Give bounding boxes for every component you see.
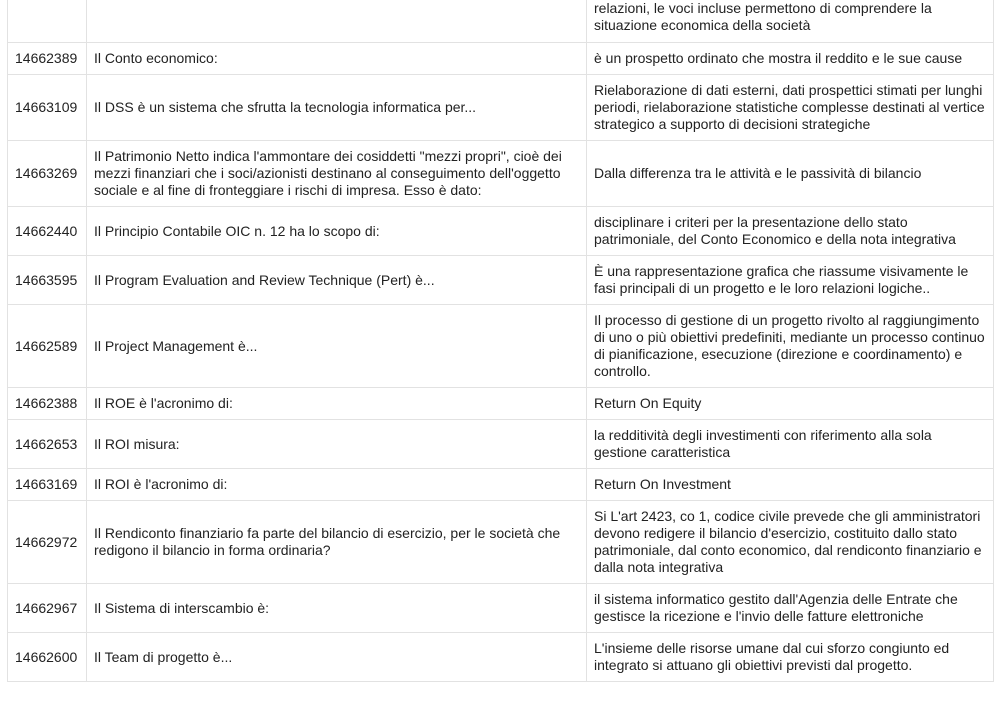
- table-row: [8, 420, 994, 469]
- table-row: [8, 75, 994, 141]
- row-question: Il Team di progetto è...: [87, 633, 587, 682]
- row-id: 14663169: [8, 469, 87, 501]
- row-question: Il Rendiconto finanziario fa parte del bilancio di esercizio, per le società che redigono il bilancio in forma ordinaria?: [87, 501, 587, 584]
- table-row: [8, 584, 994, 633]
- row-question: Il Project Management è...: [87, 305, 587, 388]
- row-id: [8, 0, 87, 43]
- row-id: 14663595: [8, 256, 87, 305]
- row-question: Il ROI è l'acronimo di:: [87, 469, 587, 501]
- table-row: [8, 501, 994, 584]
- row-id: 14663269: [8, 141, 87, 207]
- row-id: 14663109: [8, 75, 87, 141]
- row-id: 14662440: [8, 207, 87, 256]
- row-question: Il Patrimonio Netto indica l'ammontare dei cosiddetti "mezzi propri", cioè dei mezzi finanziari che i soci/azionisti destinano al conseguimento dell'oggetto sociale e al fine di fronteggiare i rischi di impresa. Esso è dato:: [87, 141, 587, 207]
- qa-table-body: [8, 0, 994, 682]
- table-row: [8, 633, 994, 682]
- row-answer: Il processo di gestione di un progetto rivolto al raggiungimento di uno o più obiettivi predefiniti, mediante un processo continuo di pianificazione, esecuzione (direzione e coordinamento) e controllo.: [587, 305, 994, 388]
- row-question: Il Program Evaluation and Review Technique (Pert) è...: [87, 256, 587, 305]
- table-row: [8, 469, 994, 501]
- row-question: Il Principio Contabile OIC n. 12 ha lo scopo di:: [87, 207, 587, 256]
- table-row: [8, 256, 994, 305]
- row-id: 14662967: [8, 584, 87, 633]
- table-row: [8, 388, 994, 420]
- row-id: 14662388: [8, 388, 87, 420]
- row-id: 14662589: [8, 305, 87, 388]
- row-answer: Rielaborazione di dati esterni, dati prospettici stimati per lunghi periodi, rielaborazione statistiche complesse destinati al vertice strategico a supporto di decisioni strategiche: [587, 75, 994, 141]
- table-row: [8, 305, 994, 388]
- row-answer: È una rappresentazione grafica che riassume visivamente le fasi principali di un progetto e le loro relazioni logiche..: [587, 256, 994, 305]
- table-row: [8, 207, 994, 256]
- row-question: Il DSS è un sistema che sfrutta la tecnologia informatica per...: [87, 75, 587, 141]
- row-answer: il sistema informatico gestito dall'Agenzia delle Entrate che gestisce la ricezione e l'invio delle fatture elettroniche: [587, 584, 994, 633]
- table-row: [8, 43, 994, 75]
- table-row: [8, 141, 994, 207]
- table-row: [8, 0, 994, 43]
- row-answer: disciplinare i criteri per la presentazione dello stato patrimoniale, del Conto Economico e della nota integrativa: [587, 207, 994, 256]
- row-answer: Si L'art 2423, co 1, codice civile prevede che gli amministratori devono redigere il bilancio d'esercizio, costituito dallo stato patrimoniale, dal conto economico, dal rendiconto finanziario e dalla nota integrativa: [587, 501, 994, 584]
- row-answer: Return On Investment: [587, 469, 994, 501]
- row-question: Il ROE è l'acronimo di:: [87, 388, 587, 420]
- row-question: Il ROI misura:: [87, 420, 587, 469]
- row-id: 14662389: [8, 43, 87, 75]
- row-answer: Return On Equity: [587, 388, 994, 420]
- row-question: Il Sistema di interscambio è:: [87, 584, 587, 633]
- row-answer: la redditività degli investimenti con riferimento alla sola gestione caratteristica: [587, 420, 994, 469]
- row-answer: Dalla differenza tra le attività e le passività di bilancio: [587, 141, 994, 207]
- row-id: 14662972: [8, 501, 87, 584]
- row-answer: L'insieme delle risorse umane dal cui sforzo congiunto ed integrato si attuano gli obiettivi previsti dal progetto.: [587, 633, 994, 682]
- row-answer: è un prospetto ordinato che mostra il reddito e le sue cause: [587, 43, 994, 75]
- qa-table: [7, 0, 994, 682]
- row-answer: relazioni, le voci incluse permettono di comprendere la situazione economica della società: [587, 0, 994, 43]
- row-question: [87, 0, 587, 43]
- row-id: 14662653: [8, 420, 87, 469]
- row-question: Il Conto economico:: [87, 43, 587, 75]
- row-id: 14662600: [8, 633, 87, 682]
